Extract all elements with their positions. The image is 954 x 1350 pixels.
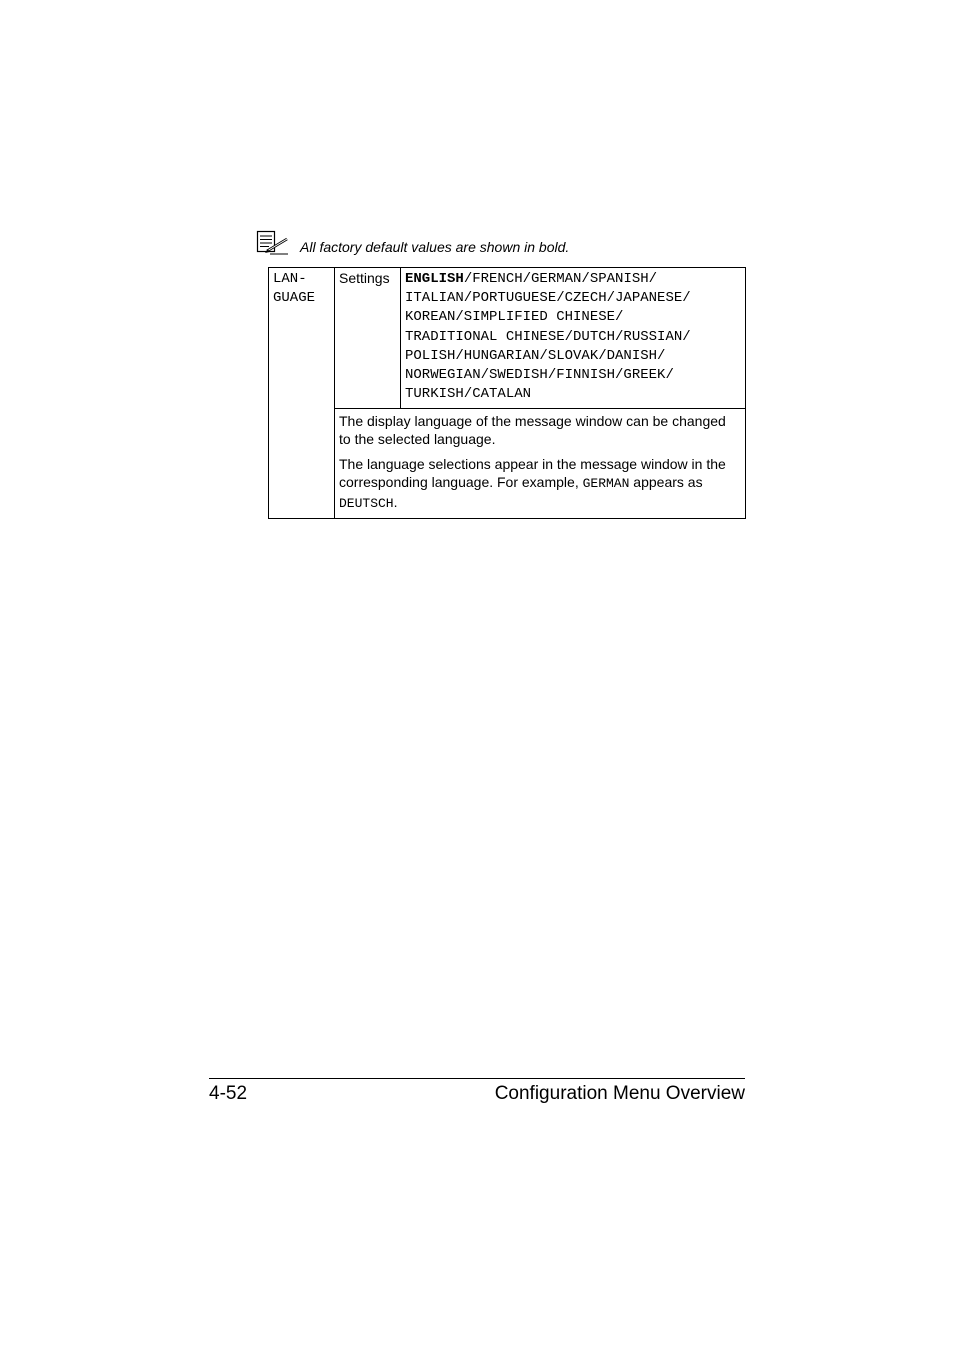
value-line: TRADITIONAL CHINESE/DUTCH/RUSSIAN/ [405, 328, 691, 345]
section-title: Configuration Menu Overview [494, 1083, 745, 1104]
value-line: ITALIAN/PORTUGUESE/CZECH/JAPANESE/ [405, 290, 691, 307]
description-text: appears as [629, 474, 703, 491]
value-line: POLISH/HUNGARIAN/SLOVAK/DANISH/ [405, 347, 666, 364]
settings-label: Settings [335, 268, 401, 409]
value-line [405, 270, 741, 289]
code-deutsch: DEUTSCH [339, 496, 394, 512]
description-paragraph: The display language of the message window can be changed to the selected language. [339, 413, 726, 448]
description-text: The language selections appear in the message window in the corresponding language. For example, [339, 456, 726, 491]
description-text: . [393, 494, 398, 511]
menu-item-line: GUAGE [273, 290, 316, 307]
note [256, 230, 746, 258]
default-value: ENGLISH [405, 271, 464, 287]
value-line: NORWEGIAN/SWEDISH/FINNISH/GREEK/ [405, 367, 674, 384]
value-text: /FRENCH/GERMAN/SPANISH/ [463, 271, 658, 287]
code-german: GERMAN [582, 476, 630, 492]
menu-item-line: LAN- [273, 271, 307, 287]
footer-rule [209, 1078, 745, 1079]
page-number: 4-52 [209, 1083, 248, 1104]
setting-description [335, 409, 746, 519]
settings-values [401, 268, 746, 409]
note-pencil-icon [256, 230, 290, 256]
settings-table [268, 267, 746, 519]
value-line: TURKISH/CATALAN [405, 386, 532, 403]
note-text: All factory default values are shown in bold. [300, 239, 570, 255]
description-paragraph [339, 455, 741, 513]
value-line: KOREAN/SIMPLIFIED CHINESE/ [405, 309, 624, 326]
menu-item-name [269, 268, 335, 519]
